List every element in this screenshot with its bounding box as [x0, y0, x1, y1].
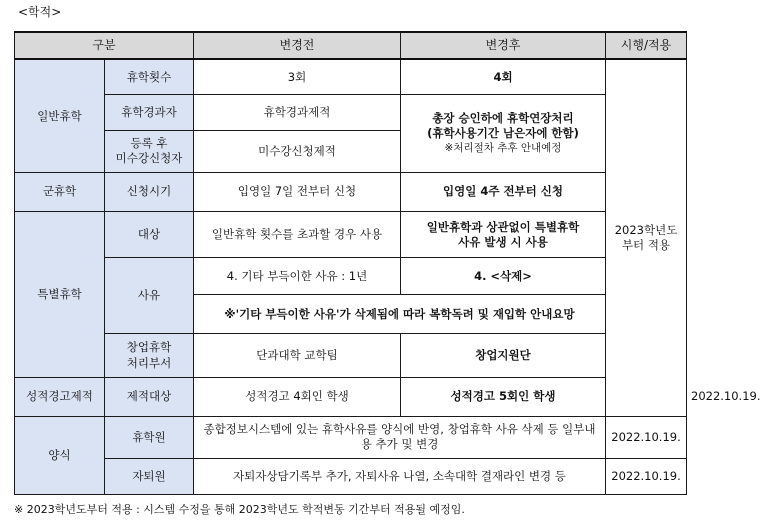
- footnote: ※ 2023학년도부터 적용 : 시스템 수정을 통해 2023학년도 학적변동 기간부터 적용될 예정임.: [14, 503, 465, 516]
- unregistered-label-line2: 미수강신청자: [115, 151, 183, 166]
- dismissal-after: 성적경고 5회인 학생: [401, 377, 606, 416]
- startup-label-line2: 처리부서: [126, 355, 172, 370]
- table-row: [15, 94, 687, 130]
- row-label-leave-elapsed: 휴학경과자: [105, 94, 194, 130]
- target-after-line2: 사유 발생 시 사용: [458, 234, 548, 249]
- header-category: 구분: [15, 32, 194, 59]
- withdraw-form-content: 자퇴자상담기록부 추가, 자퇴사유 나열, 소속대학 결재라인 변경 등: [194, 459, 606, 495]
- leave-count-before: 3회: [194, 59, 401, 94]
- row-label-military-apply: 신청시기: [105, 172, 194, 211]
- leave-elapsed-after-line2: (휴학사용기간 남은자에 한함): [427, 126, 579, 141]
- leave-elapsed-after-line1: 총장 승인하에 휴학연장처리: [432, 111, 574, 126]
- table-row: [15, 59, 687, 94]
- startup-label-line1: 창업휴학: [126, 340, 172, 355]
- group-forms: 양식: [15, 416, 105, 494]
- table-row: [15, 172, 687, 211]
- row-label-dismissal: 제적대상: [105, 377, 194, 416]
- row-label-reason: 사유: [105, 258, 194, 334]
- section-title: <학적>: [18, 5, 62, 19]
- reason-before: 4. 기타 부득이한 사유 : 1년: [194, 258, 401, 295]
- row-label-withdraw-form: 자퇴원: [105, 459, 194, 495]
- group-military-leave: 군휴학: [15, 172, 105, 211]
- table-row: [15, 211, 687, 257]
- table-row: [15, 459, 687, 495]
- table-row: [15, 416, 687, 458]
- header-row: [15, 32, 687, 59]
- startup-before: 단과대학 교학팀: [194, 334, 401, 377]
- startup-after: 창업지원단: [401, 334, 606, 377]
- leave-count-after: 4회: [401, 59, 606, 94]
- header-effective: 시행/적용: [606, 32, 687, 59]
- target-after: [401, 211, 606, 257]
- leave-form-date: 2022.10.19.: [606, 416, 687, 458]
- dismissal-before: 성적경고 4회인 학생: [194, 377, 401, 416]
- row-label-unregistered: [105, 130, 194, 172]
- group-special-leave: 특별휴학: [15, 211, 105, 377]
- row-label-leave-count: 휴학횟수: [105, 59, 194, 94]
- leave-elapsed-after: [401, 94, 606, 172]
- header-before: 변경전: [194, 32, 401, 59]
- group-general-leave: 일반휴학: [15, 59, 105, 172]
- table-row: [15, 334, 687, 377]
- table-row: [15, 258, 687, 295]
- leave-elapsed-after-note: ※처리절차 추후 안내예정: [444, 141, 562, 154]
- row-label-startup: [105, 334, 194, 377]
- header-after: 변경후: [401, 32, 606, 59]
- row-label-leave-form: 휴학원: [105, 416, 194, 458]
- effective-2023-line2: 부터 적용: [621, 238, 671, 253]
- withdraw-form-date: 2022.10.19.: [606, 459, 687, 495]
- unregistered-before: 미수강신청제적: [194, 130, 401, 172]
- military-apply-after: 입영일 4주 전부터 신청: [401, 172, 606, 211]
- table-row: 성적경고제적 제적대상 성적경고 4회인 학생 성적경고 5회인 학생 2022.10.19.: [15, 377, 687, 416]
- group-academic-warning: 성적경고제적: [15, 377, 105, 416]
- leave-form-content: 종합정보시스템에 있는 휴학사유를 양식에 반영, 창업휴학 사유 삭제 등 일부내용 추가 및 변경: [194, 416, 606, 458]
- academic-changes-table: [14, 31, 761, 495]
- target-after-line1: 일반휴학과 상관없이 특별휴학: [426, 219, 580, 234]
- effective-2023: [606, 59, 687, 416]
- leave-elapsed-before: 휴학경과제적: [194, 94, 401, 130]
- effective-2023-line1: 2023학년도: [614, 222, 678, 237]
- unregistered-label-line1: 등록 후: [130, 136, 168, 151]
- reason-after: 4. <삭제>: [401, 258, 606, 295]
- military-apply-before: 입영일 7일 전부터 신청: [194, 172, 401, 211]
- row-label-target: 대상: [105, 211, 194, 257]
- target-before: 일반휴학 횟수를 초과할 경우 사용: [194, 211, 401, 257]
- reason-note: ※'기타 부득이한 사유'가 삭제됨에 따라 복학독려 및 재입학 안내요망: [194, 295, 606, 334]
